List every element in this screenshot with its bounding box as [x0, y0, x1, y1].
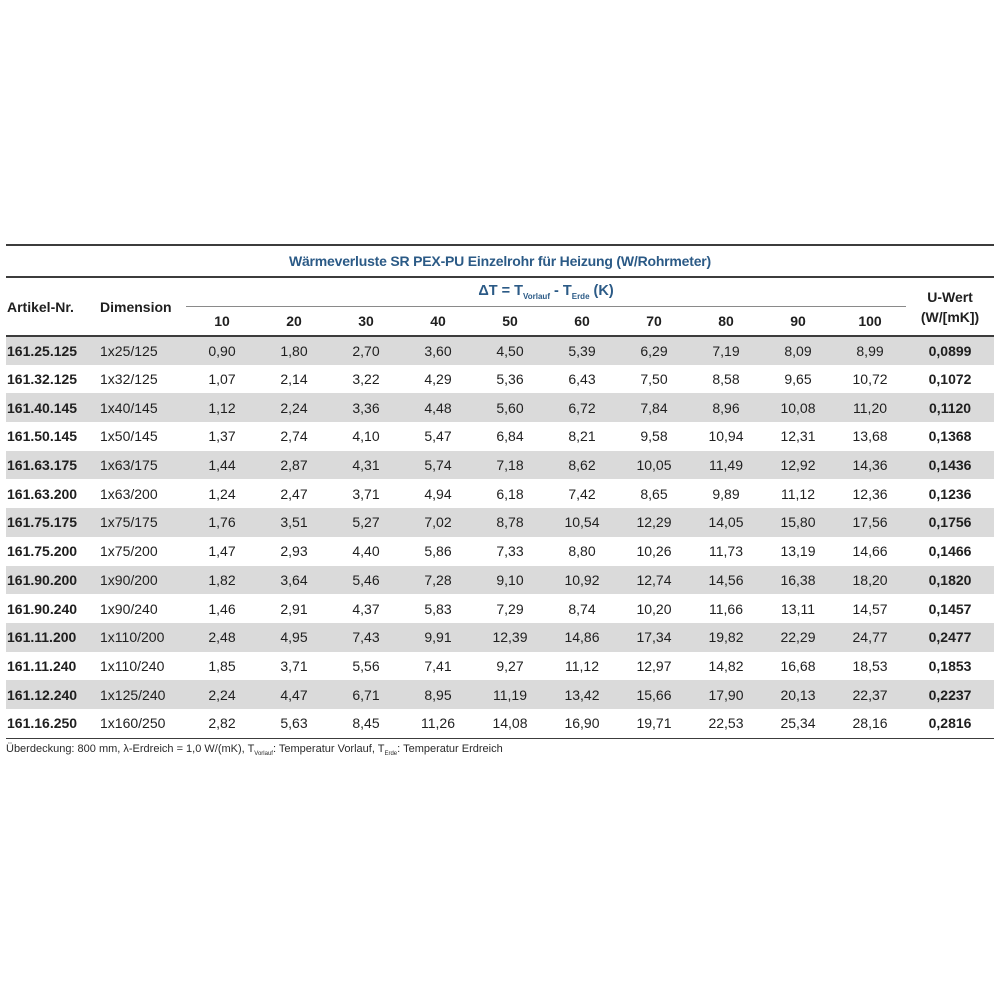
cell-heat-loss: 2,82	[208, 715, 236, 732]
table-row	[6, 652, 994, 681]
cell-dimension: 1x90/240	[100, 600, 158, 617]
cell-heat-loss: 12,39	[492, 629, 528, 646]
cell-heat-loss: 16,90	[564, 715, 600, 732]
cell-heat-loss: 3,64	[280, 571, 308, 588]
cell-u-value: 0,2237	[928, 686, 972, 703]
cell-heat-loss: 1,24	[208, 485, 236, 502]
cell-heat-loss: 4,37	[352, 600, 380, 617]
cell-dimension: 1x110/240	[100, 657, 165, 674]
cell-heat-loss: 7,18	[496, 457, 524, 474]
cell-heat-loss: 8,21	[568, 428, 596, 445]
cell-heat-loss: 12,29	[636, 514, 672, 531]
cell-heat-loss: 10,92	[564, 571, 600, 588]
header-temp-90: 90	[762, 307, 834, 337]
cell-heat-loss: 7,33	[496, 543, 524, 560]
cell-heat-loss: 1,80	[280, 342, 308, 359]
cell-heat-loss: 4,31	[352, 457, 380, 474]
cell-heat-loss: 10,94	[708, 428, 744, 445]
cell-heat-loss: 11,73	[709, 543, 743, 560]
header-temp-10: 10	[186, 307, 258, 337]
cell-dimension: 1x75/175	[100, 514, 158, 531]
cell-heat-loss: 16,68	[780, 657, 816, 674]
cell-heat-loss: 17,34	[636, 629, 672, 646]
cell-heat-loss: 9,10	[496, 571, 524, 588]
table-row	[6, 594, 994, 623]
cell-u-value: 0,1466	[928, 543, 972, 560]
cell-heat-loss: 10,54	[564, 514, 600, 531]
cell-heat-loss: 19,82	[708, 629, 744, 646]
cell-heat-loss: 4,95	[280, 629, 308, 646]
cell-heat-loss: 22,37	[852, 686, 888, 703]
cell-heat-loss: 11,66	[709, 600, 743, 617]
cell-heat-loss: 10,05	[636, 457, 672, 474]
cell-heat-loss: 14,56	[708, 571, 744, 588]
cell-heat-loss: 5,83	[424, 600, 452, 617]
cell-heat-loss: 8,45	[352, 715, 380, 732]
cell-heat-loss: 0,90	[208, 342, 236, 359]
cell-u-value: 0,1756	[928, 514, 972, 531]
cell-heat-loss: 10,20	[636, 600, 672, 617]
cell-heat-loss: 5,60	[496, 399, 524, 416]
cell-u-value: 0,1072	[928, 371, 972, 388]
cell-dimension: 1x110/200	[100, 629, 165, 646]
cell-heat-loss: 22,53	[708, 715, 744, 732]
cell-heat-loss: 14,36	[852, 457, 888, 474]
cell-article: 161.11.240	[7, 657, 77, 674]
cell-dimension: 1x25/125	[100, 342, 158, 359]
cell-dimension: 1x63/200	[100, 485, 158, 502]
cell-dimension: 1x63/175	[100, 457, 158, 474]
cell-heat-loss: 8,80	[568, 543, 596, 560]
cell-heat-loss: 2,24	[208, 686, 236, 703]
cell-heat-loss: 11,12	[565, 657, 599, 674]
cell-heat-loss: 9,65	[784, 371, 812, 388]
cell-dimension: 1x125/240	[100, 686, 166, 703]
cell-heat-loss: 2,87	[280, 457, 308, 474]
cell-heat-loss: 9,91	[424, 629, 452, 646]
cell-heat-loss: 1,46	[208, 600, 236, 617]
cell-dimension: 1x160/250	[100, 715, 166, 732]
table-row	[6, 365, 994, 394]
cell-heat-loss: 14,86	[564, 629, 600, 646]
cell-article: 161.63.200	[7, 485, 78, 502]
cell-heat-loss: 11,19	[493, 686, 527, 703]
cell-heat-loss: 15,66	[636, 686, 672, 703]
cell-heat-loss: 5,63	[280, 715, 308, 732]
cell-dimension: 1x75/200	[100, 543, 158, 560]
cell-u-value: 0,1853	[928, 657, 972, 674]
header-article: Artikel-Nr.	[6, 278, 98, 336]
cell-heat-loss: 12,36	[852, 485, 888, 502]
cell-dimension: 1x32/125	[100, 371, 158, 388]
cell-heat-loss: 17,56	[852, 514, 888, 531]
cell-article: 161.12.240	[7, 686, 78, 703]
cell-heat-loss: 12,97	[636, 657, 672, 674]
cell-heat-loss: 10,72	[852, 371, 888, 388]
cell-heat-loss: 9,58	[640, 428, 668, 445]
cell-heat-loss: 3,51	[280, 514, 308, 531]
cell-heat-loss: 8,58	[712, 371, 740, 388]
cell-heat-loss: 10,08	[780, 399, 816, 416]
header-delta-t: $\Delta T = T_{Vorlauf} - T_{Erde}$ (K)	[186, 278, 906, 307]
cell-article: 161.90.200	[7, 571, 78, 588]
cell-heat-loss: 6,72	[568, 399, 596, 416]
cell-heat-loss: 13,19	[780, 543, 816, 560]
cell-heat-loss: 15,80	[780, 514, 816, 531]
cell-article: 161.75.175	[7, 514, 78, 531]
cell-heat-loss: 5,46	[352, 571, 380, 588]
table-row	[6, 566, 994, 595]
cell-heat-loss: 13,68	[852, 428, 888, 445]
cell-heat-loss: 14,66	[852, 543, 888, 560]
cell-heat-loss: 2,14	[280, 371, 308, 388]
cell-heat-loss: 5,27	[352, 514, 380, 531]
cell-heat-loss: 7,43	[352, 629, 380, 646]
cell-heat-loss: 5,74	[424, 457, 452, 474]
cell-heat-loss: 14,57	[852, 600, 888, 617]
cell-heat-loss: 11,26	[421, 715, 455, 732]
cell-heat-loss: 25,34	[780, 715, 816, 732]
cell-heat-loss: 5,36	[496, 371, 524, 388]
cell-heat-loss: 22,29	[780, 629, 816, 646]
header-temp-30: 30	[330, 307, 402, 337]
cell-article: 161.16.250	[7, 715, 78, 732]
cell-heat-loss: 2,70	[352, 342, 380, 359]
cell-heat-loss: 5,86	[424, 543, 452, 560]
cell-dimension: 1x50/145	[100, 428, 158, 445]
cell-heat-loss: 11,20	[853, 399, 888, 416]
cell-article: 161.63.175	[7, 457, 78, 474]
table-row	[6, 623, 994, 652]
cell-heat-loss: 3,22	[352, 371, 380, 388]
cell-dimension: 1x90/200	[100, 571, 158, 588]
cell-heat-loss: 2,24	[280, 399, 308, 416]
cell-heat-loss: 24,77	[852, 629, 888, 646]
cell-heat-loss: 4,10	[352, 428, 380, 445]
heat-loss-table	[6, 278, 994, 738]
cell-heat-loss: 8,95	[424, 686, 452, 703]
cell-heat-loss: 5,47	[424, 428, 452, 445]
header-temp-70: 70	[618, 307, 690, 337]
cell-heat-loss: 14,82	[708, 657, 744, 674]
cell-heat-loss: 6,29	[640, 342, 668, 359]
cell-heat-loss: 3,71	[280, 657, 308, 674]
cell-heat-loss: 1,44	[208, 457, 236, 474]
cell-article: 161.25.125	[7, 342, 78, 359]
cell-heat-loss: 2,48	[208, 629, 236, 646]
cell-heat-loss: 6,43	[568, 371, 596, 388]
cell-article: 161.11.200	[7, 629, 77, 646]
cell-article: 161.32.125	[7, 371, 78, 388]
cell-heat-loss: 1,37	[208, 428, 236, 445]
cell-heat-loss: 19,71	[636, 715, 672, 732]
table-header	[6, 278, 994, 336]
cell-heat-loss: 7,42	[568, 485, 596, 502]
cell-heat-loss: 7,41	[424, 657, 452, 674]
cell-heat-loss: 2,74	[280, 428, 308, 445]
table-row	[6, 451, 994, 480]
header-temp-80: 80	[690, 307, 762, 337]
cell-article: 161.40.145	[7, 399, 78, 416]
cell-heat-loss: 18,20	[852, 571, 888, 588]
cell-heat-loss: 28,16	[852, 715, 888, 732]
cell-heat-loss: 18,53	[852, 657, 888, 674]
cell-heat-loss: 5,56	[352, 657, 380, 674]
cell-article: 161.50.145	[7, 428, 78, 445]
cell-heat-loss: 3,71	[352, 485, 380, 502]
cell-heat-loss: 6,18	[496, 485, 524, 502]
cell-heat-loss: 14,05	[708, 514, 744, 531]
cell-u-value: 0,2477	[928, 629, 972, 646]
cell-u-value: 0,0899	[928, 342, 972, 359]
cell-heat-loss: 7,84	[640, 399, 668, 416]
cell-u-value: 0,1236	[928, 485, 972, 502]
footnote: Überdeckung: 800 mm, λ-Erdreich = 1,0 W/(mK), $T_{Vorlauf}$: Temperatur Vorlauf, $T_{Erde}$: Temperatur Erdreich	[6, 742, 503, 757]
cell-heat-loss: 14,08	[492, 715, 528, 732]
cell-heat-loss: 4,47	[280, 686, 308, 703]
table-title: Wärmeverluste SR PEX-PU Einzelrohr für Heizung (W/Rohrmeter)	[288, 253, 712, 269]
table-row	[6, 479, 994, 508]
heat-loss-table-block	[6, 244, 994, 757]
cell-heat-loss: 3,60	[424, 342, 452, 359]
cell-heat-loss: 4,50	[496, 342, 524, 359]
table-row	[6, 537, 994, 566]
cell-dimension: 1x40/145	[100, 399, 158, 416]
cell-heat-loss: 5,39	[568, 342, 596, 359]
table-row	[6, 680, 994, 709]
cell-u-value: 0,1436	[928, 457, 972, 474]
cell-heat-loss: 8,09	[784, 342, 812, 359]
cell-heat-loss: 8,65	[640, 485, 668, 502]
cell-heat-loss: 13,11	[781, 600, 815, 617]
cell-heat-loss: 1,12	[208, 399, 236, 416]
cell-heat-loss: 8,99	[856, 342, 884, 359]
cell-u-value: 0,1457	[928, 600, 972, 617]
header-dimension: Dimension	[98, 278, 186, 336]
cell-heat-loss: 4,40	[352, 543, 380, 560]
cell-heat-loss: 7,28	[424, 571, 452, 588]
cell-heat-loss: 8,74	[568, 600, 596, 617]
cell-heat-loss: 1,47	[208, 543, 236, 560]
cell-heat-loss: 3,36	[352, 399, 380, 416]
cell-heat-loss: 8,96	[712, 399, 740, 416]
table-row	[6, 336, 994, 365]
cell-heat-loss: 1,82	[208, 571, 236, 588]
cell-heat-loss: 13,42	[564, 686, 600, 703]
cell-article: 161.75.200	[7, 543, 78, 560]
cell-heat-loss: 9,89	[712, 485, 740, 502]
cell-heat-loss: 6,71	[352, 686, 380, 703]
cell-heat-loss: 20,13	[780, 686, 816, 703]
cell-heat-loss: 2,93	[280, 543, 308, 560]
cell-heat-loss: 1,76	[208, 514, 236, 531]
cell-heat-loss: 2,47	[280, 485, 308, 502]
header-temp-40: 40	[402, 307, 474, 337]
cell-heat-loss: 17,90	[708, 686, 744, 703]
cell-heat-loss: 12,74	[636, 571, 672, 588]
cell-heat-loss: 12,92	[780, 457, 816, 474]
table-body	[6, 336, 994, 738]
cell-heat-loss: 6,84	[496, 428, 524, 445]
cell-heat-loss: 7,19	[712, 342, 740, 359]
cell-heat-loss: 2,91	[280, 600, 308, 617]
cell-heat-loss: 10,26	[636, 543, 672, 560]
cell-article: 161.90.240	[7, 600, 78, 617]
cell-u-value: 0,1820	[928, 571, 972, 588]
header-temp-100: 100	[834, 307, 906, 337]
cell-heat-loss: 4,48	[424, 399, 452, 416]
cell-heat-loss: 11,12	[781, 485, 815, 502]
table-row	[6, 709, 994, 738]
cell-heat-loss: 4,94	[424, 485, 452, 502]
cell-heat-loss: 7,50	[640, 371, 668, 388]
table-row	[6, 393, 994, 422]
cell-u-value: 0,2816	[928, 715, 972, 732]
cell-heat-loss: 9,27	[496, 657, 524, 674]
cell-heat-loss: 7,02	[424, 514, 452, 531]
cell-heat-loss: 8,78	[496, 514, 524, 531]
table-row	[6, 508, 994, 537]
cell-heat-loss: 7,29	[496, 600, 524, 617]
header-temp-20: 20	[258, 307, 330, 337]
cell-u-value: 0,1120	[929, 399, 972, 416]
header-u-value: U-Wert (W/[mK])	[906, 278, 994, 336]
header-temp-50: 50	[474, 307, 546, 337]
cell-heat-loss: 12,31	[780, 428, 816, 445]
cell-heat-loss: 1,07	[208, 371, 236, 388]
table-row	[6, 422, 994, 451]
cell-u-value: 0,1368	[928, 428, 972, 445]
cell-heat-loss: 8,62	[568, 457, 596, 474]
cell-heat-loss: 1,85	[208, 657, 236, 674]
cell-heat-loss: 4,29	[424, 371, 452, 388]
cell-heat-loss: 11,49	[709, 457, 743, 474]
cell-heat-loss: 16,38	[780, 571, 816, 588]
header-temp-60: 60	[546, 307, 618, 337]
